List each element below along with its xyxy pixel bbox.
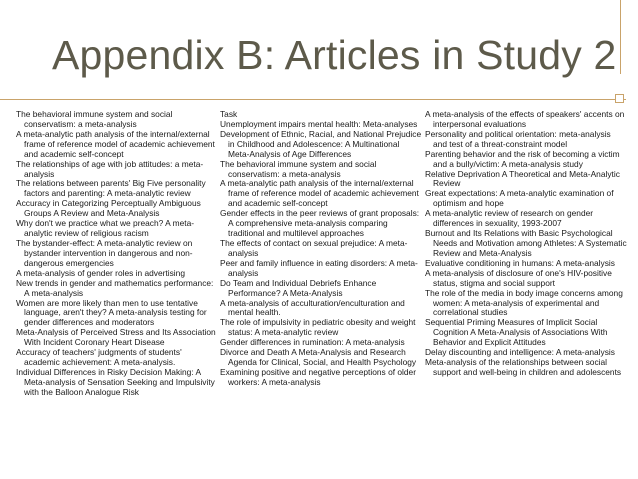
article-entry: Sequential Priming Measures of Implicit Social Cognition A Meta-Analysis of Associations With Behavior and Explicit Attitudes <box>425 317 608 348</box>
article-entry: Do Team and Individual Debriefs Enhance Performance? A Meta-Analysis <box>220 277 377 298</box>
article-entry: Divorce and Death A Meta-Analysis and Research Agenda for Clinical, Social, and Health Psychology <box>220 347 417 368</box>
divider-marker <box>615 94 624 103</box>
article-column-2 <box>220 110 422 388</box>
article-entry: The relations between parents' Big Five personality factors and parenting: A meta-analytic review <box>16 178 206 199</box>
article-entry: A meta-analytic review of research on gender differences in sexuality, 1993-2007 <box>425 208 594 229</box>
article-entry: The behavioral immune system and social conservatism: a meta-analysis <box>16 109 173 129</box>
article-entry: The role of impulsivity in pediatric obesity and weight status: A meta-analytic review <box>220 317 416 338</box>
slide-title: Appendix B: Articles in Study 2 <box>52 32 617 78</box>
title-divider <box>0 99 626 100</box>
article-column-3 <box>425 110 627 378</box>
article-entry: The effects of contact on sexual prejudice: A meta-analysis <box>220 237 408 258</box>
article-entry: Gender differences in rumination: A meta-analysis <box>220 337 405 348</box>
article-entry: Why don't we practice what we preach? A meta-analytic review of religious racism <box>16 218 195 239</box>
article-entry: Examining positive and negative perceptions of older workers: A meta-analysis <box>220 366 417 387</box>
article-entry: The relationships of age with job attitudes: a meta-analysis <box>16 158 204 179</box>
article-entry: A meta-analysis of disclosure of one's HIV-positive status, stigma and social support <box>425 267 612 288</box>
article-entry: A meta-analysis of acculturation/enculturation and mental health. <box>220 297 405 318</box>
article-entry: A meta-analytic path analysis of the internal/external frame of reference model of academic achievement and academic self-concept <box>220 178 419 209</box>
article-entry: Peer and family influence in eating disorders: A meta-analysis <box>220 257 418 278</box>
article-column-1 <box>16 110 218 398</box>
article-entry: Accuracy in Categorizing Perceptually Ambiguous Groups A Review and Meta-Analysis <box>16 198 201 219</box>
article-entry: Evaluative conditioning in humans: A meta-analysis <box>425 257 615 268</box>
article-entry: Great expectations: A meta-analytic examination of optimism and hope <box>425 188 614 209</box>
article-entry: Relative Deprivation A Theoretical and Meta-Analytic Review <box>425 168 620 189</box>
article-entry: The bystander-effect: A meta-analytic review on bystander intervention in dangerous and non-dangerous emergencies <box>16 237 193 268</box>
article-entry: Meta-Analysis of Perceived Stress and Its Association With Incident Coronary Heart Disease <box>16 327 216 348</box>
article-entry: A meta-analytic path analysis of the internal/external frame of reference model of academic achievement and academic self-concept <box>16 128 215 159</box>
article-entry: Parenting behavior and the risk of becoming a victim and a bully/victim: A meta-analysis study <box>425 148 620 169</box>
article-entry: Unemployment impairs mental health: Meta-analyses <box>220 118 418 129</box>
article-entry: Individual Differences in Risky Decision Making: A Meta-analysis of Sensation Seeking and Impulsivity with the Balloon Analogue Risk <box>16 366 215 397</box>
article-entry: Meta-analysis of the relationships between social support and well-being in children and adolescents <box>425 357 622 377</box>
article-entry: Development of Ethnic, Racial, and National Prejudice in Childhood and Adolescence: A Multinational Meta-Analysis of Age Differences <box>220 128 422 159</box>
article-entry: Personality and political orientation: meta-analysis and test of a threat-constraint model <box>425 128 611 149</box>
article-entry: Women are more likely than men to use tentative language, aren't they? A meta-analysis testing for gender differences and moderators <box>16 297 207 328</box>
article-entry: New trends in gender and mathematics performance: A meta-analysis <box>16 277 214 298</box>
article-entry: The behavioral immune system and social conservatism: a meta-analysis <box>220 158 377 179</box>
article-entry: Burnout and Its Relations with Basic Psychological Needs and Motivation among Athletes: A Systematic Review and Meta-Analysis <box>425 228 627 258</box>
article-entry: Task <box>220 109 238 119</box>
article-entry: A meta-analysis of the effects of speakers' accents on interpersonal evaluations <box>425 109 625 129</box>
article-entry: The role of the media in body image concerns among women: A meta-analysis of experimental and correlational studies <box>425 287 623 318</box>
article-entry: A meta-analysis of gender roles in advertising <box>16 267 185 278</box>
article-entry: Gender effects in the peer reviews of grant proposals: A comprehensive meta-analysis comparing traditional and multilevel approaches <box>220 208 420 239</box>
article-entry: Accuracy of teachers' judgments of students' academic achievement: A meta-analysis. <box>16 347 182 368</box>
title-accent-line <box>620 0 621 74</box>
article-entry: Delay discounting and intelligence: A meta-analysis <box>425 347 615 358</box>
